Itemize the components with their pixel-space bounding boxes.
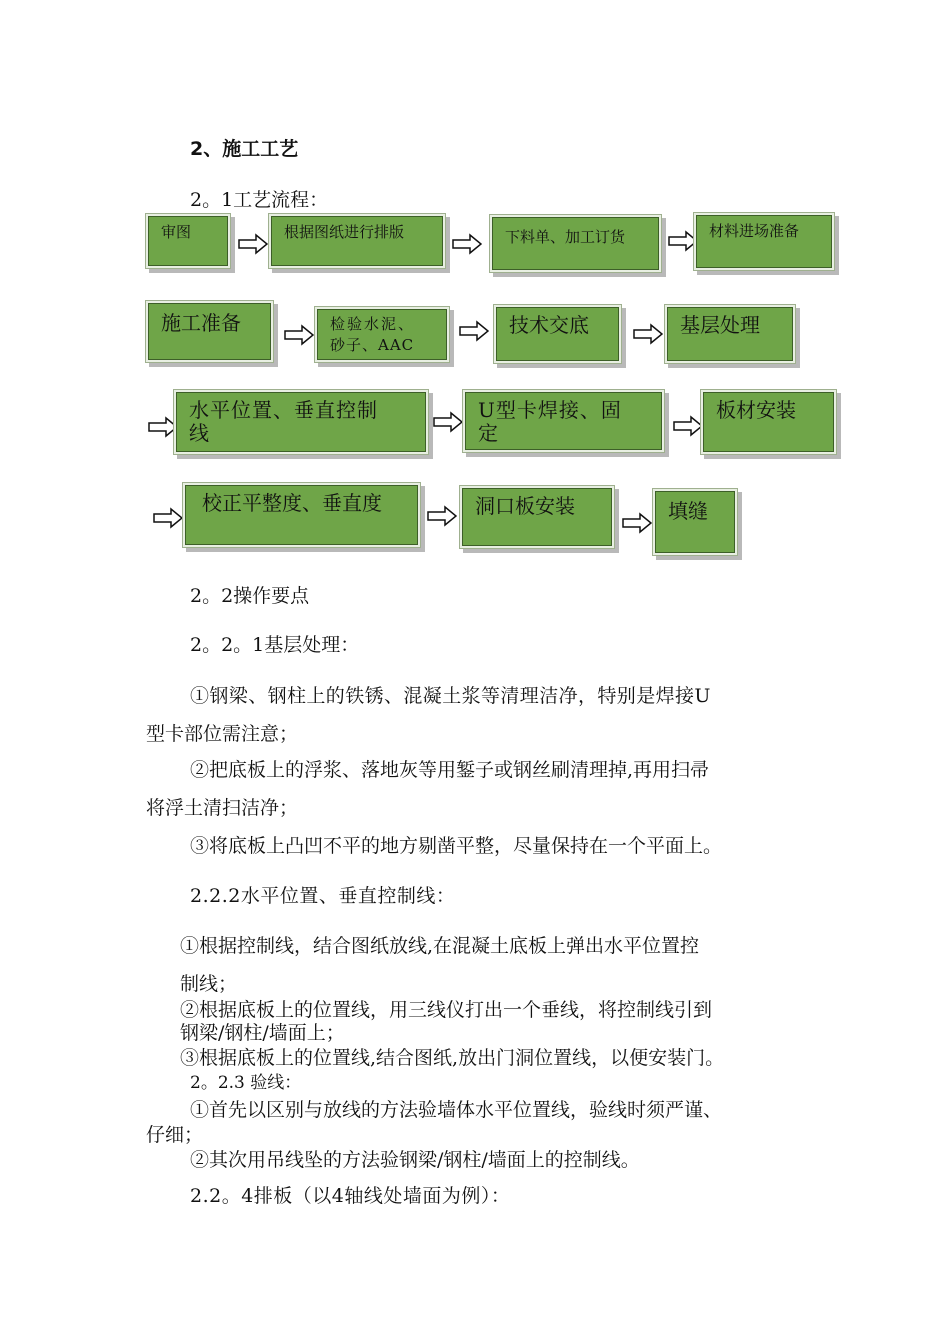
flow-step-opening-panel: 洞口板安装 <box>462 488 612 546</box>
ctrl-item-1: ①根据控制线，结合图纸放线,在混凝土底板上弹出水平位置控 <box>180 935 700 957</box>
flow-step-u-clip-welding-line1: U型卡焊接、固 <box>478 398 622 422</box>
flow-title: 2。1工艺流程： <box>190 189 329 211</box>
arrow-right-icon <box>433 411 463 433</box>
flow-step-control-lines-line2: 线 <box>189 421 209 445</box>
flow-step-material-prep: 材料进场准备 <box>696 215 832 268</box>
base-item-3: ③将底板上凸凹不平的地方剔凿平整，尽量保持在一个平面上。 <box>190 835 723 857</box>
flow-step-inspection-line2: 砂子、AAC <box>330 336 415 354</box>
base-item-2: ②把底板上的浮浆、落地灰等用錾子或钢丝刷清理掉,再用扫帚 <box>190 759 710 781</box>
arrow-right-icon <box>153 507 183 529</box>
flow-step-tech-briefing: 技术交底 <box>496 307 619 361</box>
flow-step-inspection <box>317 309 447 360</box>
check-item-2: ②其次用吊线坠的方法验钢梁/钢柱/墙面上的控制线。 <box>190 1149 640 1171</box>
base-title: 2。2。1基层处理： <box>190 634 360 656</box>
flow-step-control-lines <box>176 392 426 452</box>
arrow-right-icon <box>622 512 652 534</box>
flow-step-panel-install: 板材安装 <box>703 392 834 452</box>
arrow-right-icon <box>427 505 457 527</box>
check-item-1-cont: 仔细； <box>146 1124 204 1146</box>
flow-step-base-treatment: 基层处理 <box>667 307 793 361</box>
arrow-right-icon <box>459 320 489 342</box>
flow-step-layout: 根据图纸进行排版 <box>271 216 443 266</box>
arrow-right-icon <box>633 323 663 345</box>
ctrl-item-1-cont: 制线； <box>180 973 238 995</box>
base-item-2-cont: 将浮土清扫洁净； <box>146 797 299 819</box>
ctrl-item-3: ③根据底板上的位置线,结合图纸,放出门洞位置线，以便安装门。 <box>180 1047 725 1069</box>
flow-step-alignment: 校正平整度、垂直度 <box>185 485 418 545</box>
arrow-right-icon <box>668 230 698 252</box>
flow-step-control-lines-line1: 水平位置、垂直控制 <box>189 398 378 422</box>
flow-step-joint-filling: 填缝 <box>655 491 735 553</box>
flow-step-u-clip-welding-line2: 定 <box>478 421 498 445</box>
arrow-right-icon <box>238 233 268 255</box>
flow-step-ordering: 下料单、加工订货 <box>492 217 659 270</box>
flow-step-review-drawings: 审图 <box>148 216 228 266</box>
section-title: 2、施工工艺 <box>190 138 299 160</box>
flow-step-u-clip-welding <box>465 392 662 450</box>
ctrl-title: 2.2.2水平位置、垂直控制线： <box>190 885 456 907</box>
base-item-1: ①钢梁、钢柱上的铁锈、混凝土浆等清理洁净，特别是焊接U <box>190 685 711 707</box>
ctrl-item-2-cont: 钢梁/钢柱/墙面上； <box>180 1022 345 1044</box>
arrow-right-icon <box>284 324 314 346</box>
flow-step-inspection-line1: 检验水泥、 <box>330 315 416 333</box>
ops-title: 2。2操作要点 <box>190 585 310 607</box>
check-title: 2。2.3 验线： <box>190 1073 302 1093</box>
layout-title: 2.2。4排板（以4轴线处墙面为例）： <box>190 1185 511 1207</box>
arrow-right-icon <box>148 416 178 438</box>
arrow-right-icon <box>452 233 482 255</box>
check-item-1: ①首先以区别与放线的方法验墙体水平位置线，验线时须严谨、 <box>190 1099 723 1121</box>
ctrl-item-2: ②根据底板上的位置线，用三线仪打出一个垂线，将控制线引到 <box>180 999 713 1021</box>
arrow-right-icon <box>673 415 703 437</box>
flow-step-construction-prep: 施工准备 <box>148 303 271 360</box>
base-item-1-cont: 型卡部位需注意； <box>146 723 299 745</box>
